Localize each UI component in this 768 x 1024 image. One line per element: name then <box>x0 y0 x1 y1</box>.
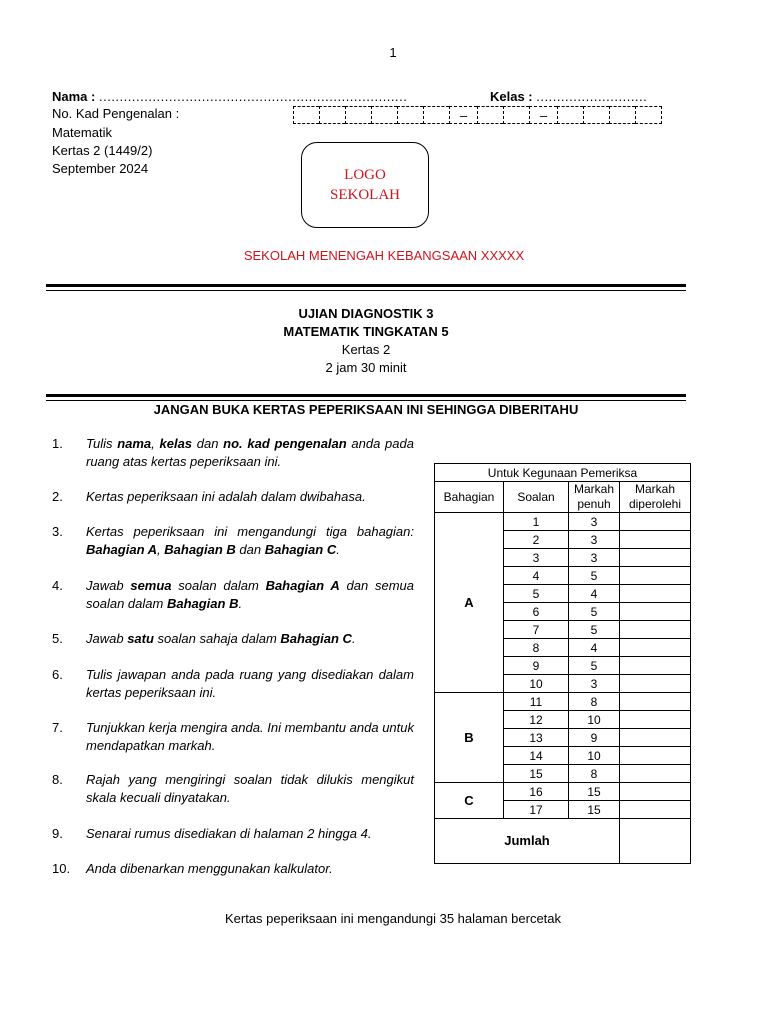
nama-field[interactable]: ........................................................................... <box>98 89 408 104</box>
full-marks: 3 <box>569 513 620 531</box>
table-row <box>435 783 691 801</box>
marks-obtained-cell[interactable] <box>620 765 691 783</box>
full-marks: 9 <box>569 729 620 747</box>
instruction-text: Rajah yang mengiringi soalan tidak dilukis mengikut skala kecuali dinyatakan. <box>86 772 414 805</box>
full-marks: 15 <box>569 783 620 801</box>
ic-digit-box[interactable] <box>557 106 583 124</box>
instruction-item <box>52 860 414 896</box>
table-header: Markah diperolehi <box>620 482 691 513</box>
instruction-text: Kertas peperiksaan ini adalah dalam dwibahasa. <box>86 489 366 504</box>
kelas-label: Kelas : <box>490 89 533 104</box>
instruction-item <box>52 488 414 524</box>
ic-digit-box[interactable] <box>503 106 529 124</box>
question-number: 12 <box>504 711 569 729</box>
instruction-text: Jawab semua soalan dalam Bahagian A dan semua soalan dalam Bahagian B. <box>86 578 414 611</box>
kelas-row <box>490 88 647 105</box>
full-marks: 4 <box>569 639 620 657</box>
question-number: 8 <box>504 639 569 657</box>
instruction-number: 7. <box>52 720 63 735</box>
instruction-text: Anda dibenarkan menggunakan kalkulator. <box>86 861 333 876</box>
nama-row <box>52 88 407 105</box>
footer-note: Kertas peperiksaan ini mengandungi 35 halaman bercetak <box>224 911 562 926</box>
question-number: 2 <box>504 531 569 549</box>
ic-label: No. Kad Pengenalan : <box>52 106 180 121</box>
paper-code: Kertas 2 (1449/2) <box>52 143 153 158</box>
instruction-number: 4. <box>52 578 63 593</box>
full-marks: 3 <box>569 531 620 549</box>
question-number: 5 <box>504 585 569 603</box>
subject: Matematik <box>52 125 112 140</box>
instruction-text: Jawab satu soalan sahaja dalam Bahagian C. <box>86 631 356 646</box>
marks-obtained-cell[interactable] <box>620 747 691 765</box>
section-label: A <box>435 513 504 693</box>
exam-date: September 2024 <box>52 161 149 176</box>
ic-digit-box[interactable] <box>319 106 345 124</box>
total-marks-cell[interactable] <box>620 819 691 864</box>
table-header: Bahagian <box>435 482 504 513</box>
instruction-number: 5. <box>52 631 63 646</box>
school-logo <box>301 142 429 228</box>
ic-digit-box[interactable] <box>345 106 371 124</box>
full-marks: 10 <box>569 747 620 765</box>
question-number: 1 <box>504 513 569 531</box>
ic-digit-box[interactable] <box>397 106 423 124</box>
marks-obtained-cell[interactable] <box>620 531 691 549</box>
examiner-table <box>434 463 691 864</box>
full-marks: 8 <box>569 765 620 783</box>
nama-label: Nama : <box>52 89 96 104</box>
table-header: Markah penuh <box>569 482 620 513</box>
kelas-field[interactable]: ........................... <box>536 89 648 104</box>
full-marks: 5 <box>569 567 620 585</box>
school-name: SEKOLAH MENENGAH KEBANGSAAN XXXXX <box>243 248 525 263</box>
question-number: 15 <box>504 765 569 783</box>
full-marks: 3 <box>569 675 620 693</box>
ic-digit-box[interactable] <box>293 106 319 124</box>
instruction-item <box>52 435 414 471</box>
ic-separator: – <box>529 106 557 124</box>
marks-obtained-cell[interactable] <box>620 675 691 693</box>
full-marks: 10 <box>569 711 620 729</box>
full-marks: 5 <box>569 621 620 639</box>
marks-obtained-cell[interactable] <box>620 603 691 621</box>
marks-obtained-cell[interactable] <box>620 693 691 711</box>
instruction-item <box>52 577 414 613</box>
question-number: 13 <box>504 729 569 747</box>
exam-duration: 2 jam 30 minit <box>325 360 407 375</box>
logo-line-2: SEKOLAH <box>330 187 400 203</box>
instruction-number: 6. <box>52 667 63 682</box>
question-number: 14 <box>504 747 569 765</box>
question-number: 7 <box>504 621 569 639</box>
question-number: 9 <box>504 657 569 675</box>
ic-digit-box[interactable] <box>371 106 397 124</box>
marks-obtained-cell[interactable] <box>620 729 691 747</box>
divider <box>46 284 686 287</box>
full-marks: 5 <box>569 657 620 675</box>
full-marks: 8 <box>569 693 620 711</box>
instruction-text: Tunjukkan kerja mengira anda. Ini membantu anda untuk mendapatkan markah. <box>86 720 414 753</box>
marks-obtained-cell[interactable] <box>620 801 691 819</box>
table-title: Untuk Kegunaan Pemeriksa <box>435 464 691 482</box>
question-number: 16 <box>504 783 569 801</box>
ic-digit-box[interactable] <box>477 106 503 124</box>
instruction-number: 3. <box>52 524 63 539</box>
instruction-text: Kertas peperiksaan ini mengandungi tiga bahagian: Bahagian A, Bahagian B dan Bahagian C. <box>86 524 414 557</box>
table-row <box>435 513 691 531</box>
full-marks: 4 <box>569 585 620 603</box>
ic-number-boxes[interactable] <box>293 106 662 124</box>
ic-separator: – <box>449 106 477 124</box>
instruction-item <box>52 771 414 807</box>
logo-line-1: LOGO <box>344 167 386 183</box>
question-number: 10 <box>504 675 569 693</box>
warning-text: JANGAN BUKA KERTAS PEPERIKSAAN INI SEHINGGA DIBERITAHU <box>153 402 579 417</box>
question-number: 4 <box>504 567 569 585</box>
marks-obtained-cell[interactable] <box>620 585 691 603</box>
instruction-text: Tulis nama, kelas dan no. kad pengenalan anda pada ruang atas kertas peperiksaan ini. <box>86 436 414 469</box>
instruction-text: Tulis jawapan anda pada ruang yang disediakan dalam kertas peperiksaan ini. <box>86 667 414 700</box>
marks-obtained-cell[interactable] <box>620 639 691 657</box>
instruction-item <box>52 630 414 666</box>
ic-digit-box[interactable] <box>423 106 449 124</box>
ic-digit-box[interactable] <box>583 106 609 124</box>
full-marks: 5 <box>569 603 620 621</box>
question-number: 17 <box>504 801 569 819</box>
marks-obtained-cell[interactable] <box>620 567 691 585</box>
exam-subtitle: MATEMATIK TINGKATAN 5 <box>283 324 449 339</box>
question-number: 3 <box>504 549 569 567</box>
instruction-number: 10. <box>52 861 71 876</box>
instruction-number: 1. <box>52 436 63 451</box>
exam-title: UJIAN DIAGNOSTIK 3 <box>298 306 434 321</box>
full-marks: 15 <box>569 801 620 819</box>
ic-digit-box[interactable] <box>635 106 662 124</box>
table-row <box>435 693 691 711</box>
divider <box>46 394 686 397</box>
instruction-text: Senarai rumus disediakan di halaman 2 hingga 4. <box>86 826 372 841</box>
instruction-number: 9. <box>52 826 63 841</box>
section-label: C <box>435 783 504 819</box>
instruction-item <box>52 825 414 861</box>
instruction-number: 2. <box>52 489 63 504</box>
marks-obtained-cell[interactable] <box>620 513 691 531</box>
total-label: Jumlah <box>435 819 620 864</box>
marks-obtained-cell[interactable] <box>620 549 691 567</box>
full-marks: 3 <box>569 549 620 567</box>
table-header: Soalan <box>504 482 569 513</box>
instruction-item <box>52 523 414 559</box>
marks-obtained-cell[interactable] <box>620 711 691 729</box>
instruction-item <box>52 666 414 702</box>
marks-obtained-cell[interactable] <box>620 657 691 675</box>
exam-paper: Kertas 2 <box>341 342 391 357</box>
divider <box>46 290 686 291</box>
section-label: B <box>435 693 504 783</box>
instruction-number: 8. <box>52 772 63 787</box>
question-number: 6 <box>504 603 569 621</box>
ic-digit-box[interactable] <box>609 106 635 124</box>
marks-obtained-cell[interactable] <box>620 783 691 801</box>
instruction-item <box>52 719 414 755</box>
question-number: 11 <box>504 693 569 711</box>
page-number: 1 <box>389 45 397 60</box>
marks-obtained-cell[interactable] <box>620 621 691 639</box>
